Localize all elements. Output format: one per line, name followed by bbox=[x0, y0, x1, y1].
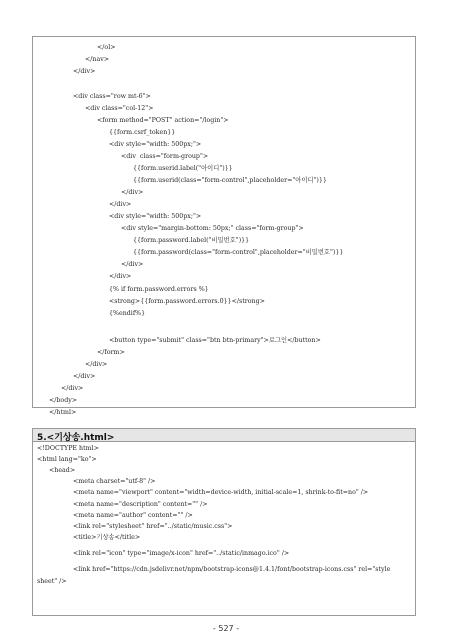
code-line: <link rel="icon" type="image/x-icon" href="../static/inmago.ico" /> bbox=[73, 550, 290, 557]
code-line: {{form.csrf_token}} bbox=[109, 129, 176, 136]
code-line: </div> bbox=[73, 68, 96, 75]
code-line: <link rel="stylesheet" href="../static/music.css"> bbox=[73, 523, 233, 530]
code-line: sheet" /> bbox=[37, 578, 67, 585]
code-line: <meta name="description" content="" /> bbox=[73, 501, 208, 508]
code-line: <div style="margin-bottom: 50px;" class="form-group"> bbox=[121, 225, 304, 232]
code-line: <title>기상송</title> bbox=[73, 534, 141, 541]
code-line: </div> bbox=[121, 189, 144, 196]
code-line: <meta name="author" content="" /> bbox=[73, 512, 193, 519]
code-line: {{form.userid(class="form-control",placeholder="아이디")}} bbox=[133, 177, 327, 184]
code-line: </div> bbox=[121, 261, 144, 268]
code-line: <div class="form-group"> bbox=[121, 153, 209, 160]
code-line: {{form.password.label("비밀번호")}} bbox=[133, 237, 250, 244]
code-line: <div style="width: 500px;"> bbox=[109, 213, 202, 220]
code-line: {{form.password(class="form-control",placeholder="비밀번호")}} bbox=[133, 249, 344, 256]
page-number: - 527 - bbox=[212, 624, 240, 633]
code-line: <meta charset="utf-8" /> bbox=[73, 478, 156, 485]
code-line: <head> bbox=[49, 467, 76, 474]
code-line: </div> bbox=[109, 273, 132, 280]
code-line: <div style="width: 500px;"> bbox=[109, 141, 202, 148]
code-line: </nav> bbox=[85, 56, 110, 63]
code-line: <button type="submit" class="btn btn-primary">로그인</button> bbox=[109, 337, 321, 344]
code-line: </div> bbox=[73, 373, 96, 380]
code-line: <form method="POST" action="/login"> bbox=[97, 117, 229, 124]
code-line: </ol> bbox=[97, 44, 116, 51]
code-block-bottom bbox=[32, 428, 416, 616]
code-line: </body> bbox=[49, 397, 78, 404]
code-line: <div class="col-12"> bbox=[85, 105, 154, 112]
code-line: <html lang="ko"> bbox=[37, 456, 97, 463]
code-line: </div> bbox=[85, 361, 108, 368]
code-line: <!DOCTYPE html> bbox=[37, 445, 99, 452]
code-line: </form> bbox=[97, 349, 125, 356]
code-line: </div> bbox=[109, 201, 132, 208]
code-line: <meta name="viewport" content="width=device-width, initial-scale=1, shrink-to-fit=no" /> bbox=[73, 489, 369, 496]
code-line: {{form.userid.label("아이디")}} bbox=[133, 165, 233, 172]
code-line: </div> bbox=[61, 385, 84, 392]
code-line: <div class="row mt-6"> bbox=[73, 93, 151, 100]
code-line: {%endif%} bbox=[109, 310, 146, 317]
section-title-bar bbox=[33, 429, 415, 442]
code-line: <strong>{{form.password.errors.0}}</strong> bbox=[109, 298, 265, 305]
code-line: {% if form.password.errors %} bbox=[109, 286, 209, 293]
code-block-top bbox=[32, 36, 416, 416]
code-line: <link href="https://cdn.jsdelivr.net/npm/bootstrap-icons@1.4.1/font/bootstrap-icons.css" rel="style bbox=[73, 566, 391, 573]
section-title: 5.<기상송.html> bbox=[37, 433, 115, 443]
code-line: </html> bbox=[49, 409, 77, 416]
